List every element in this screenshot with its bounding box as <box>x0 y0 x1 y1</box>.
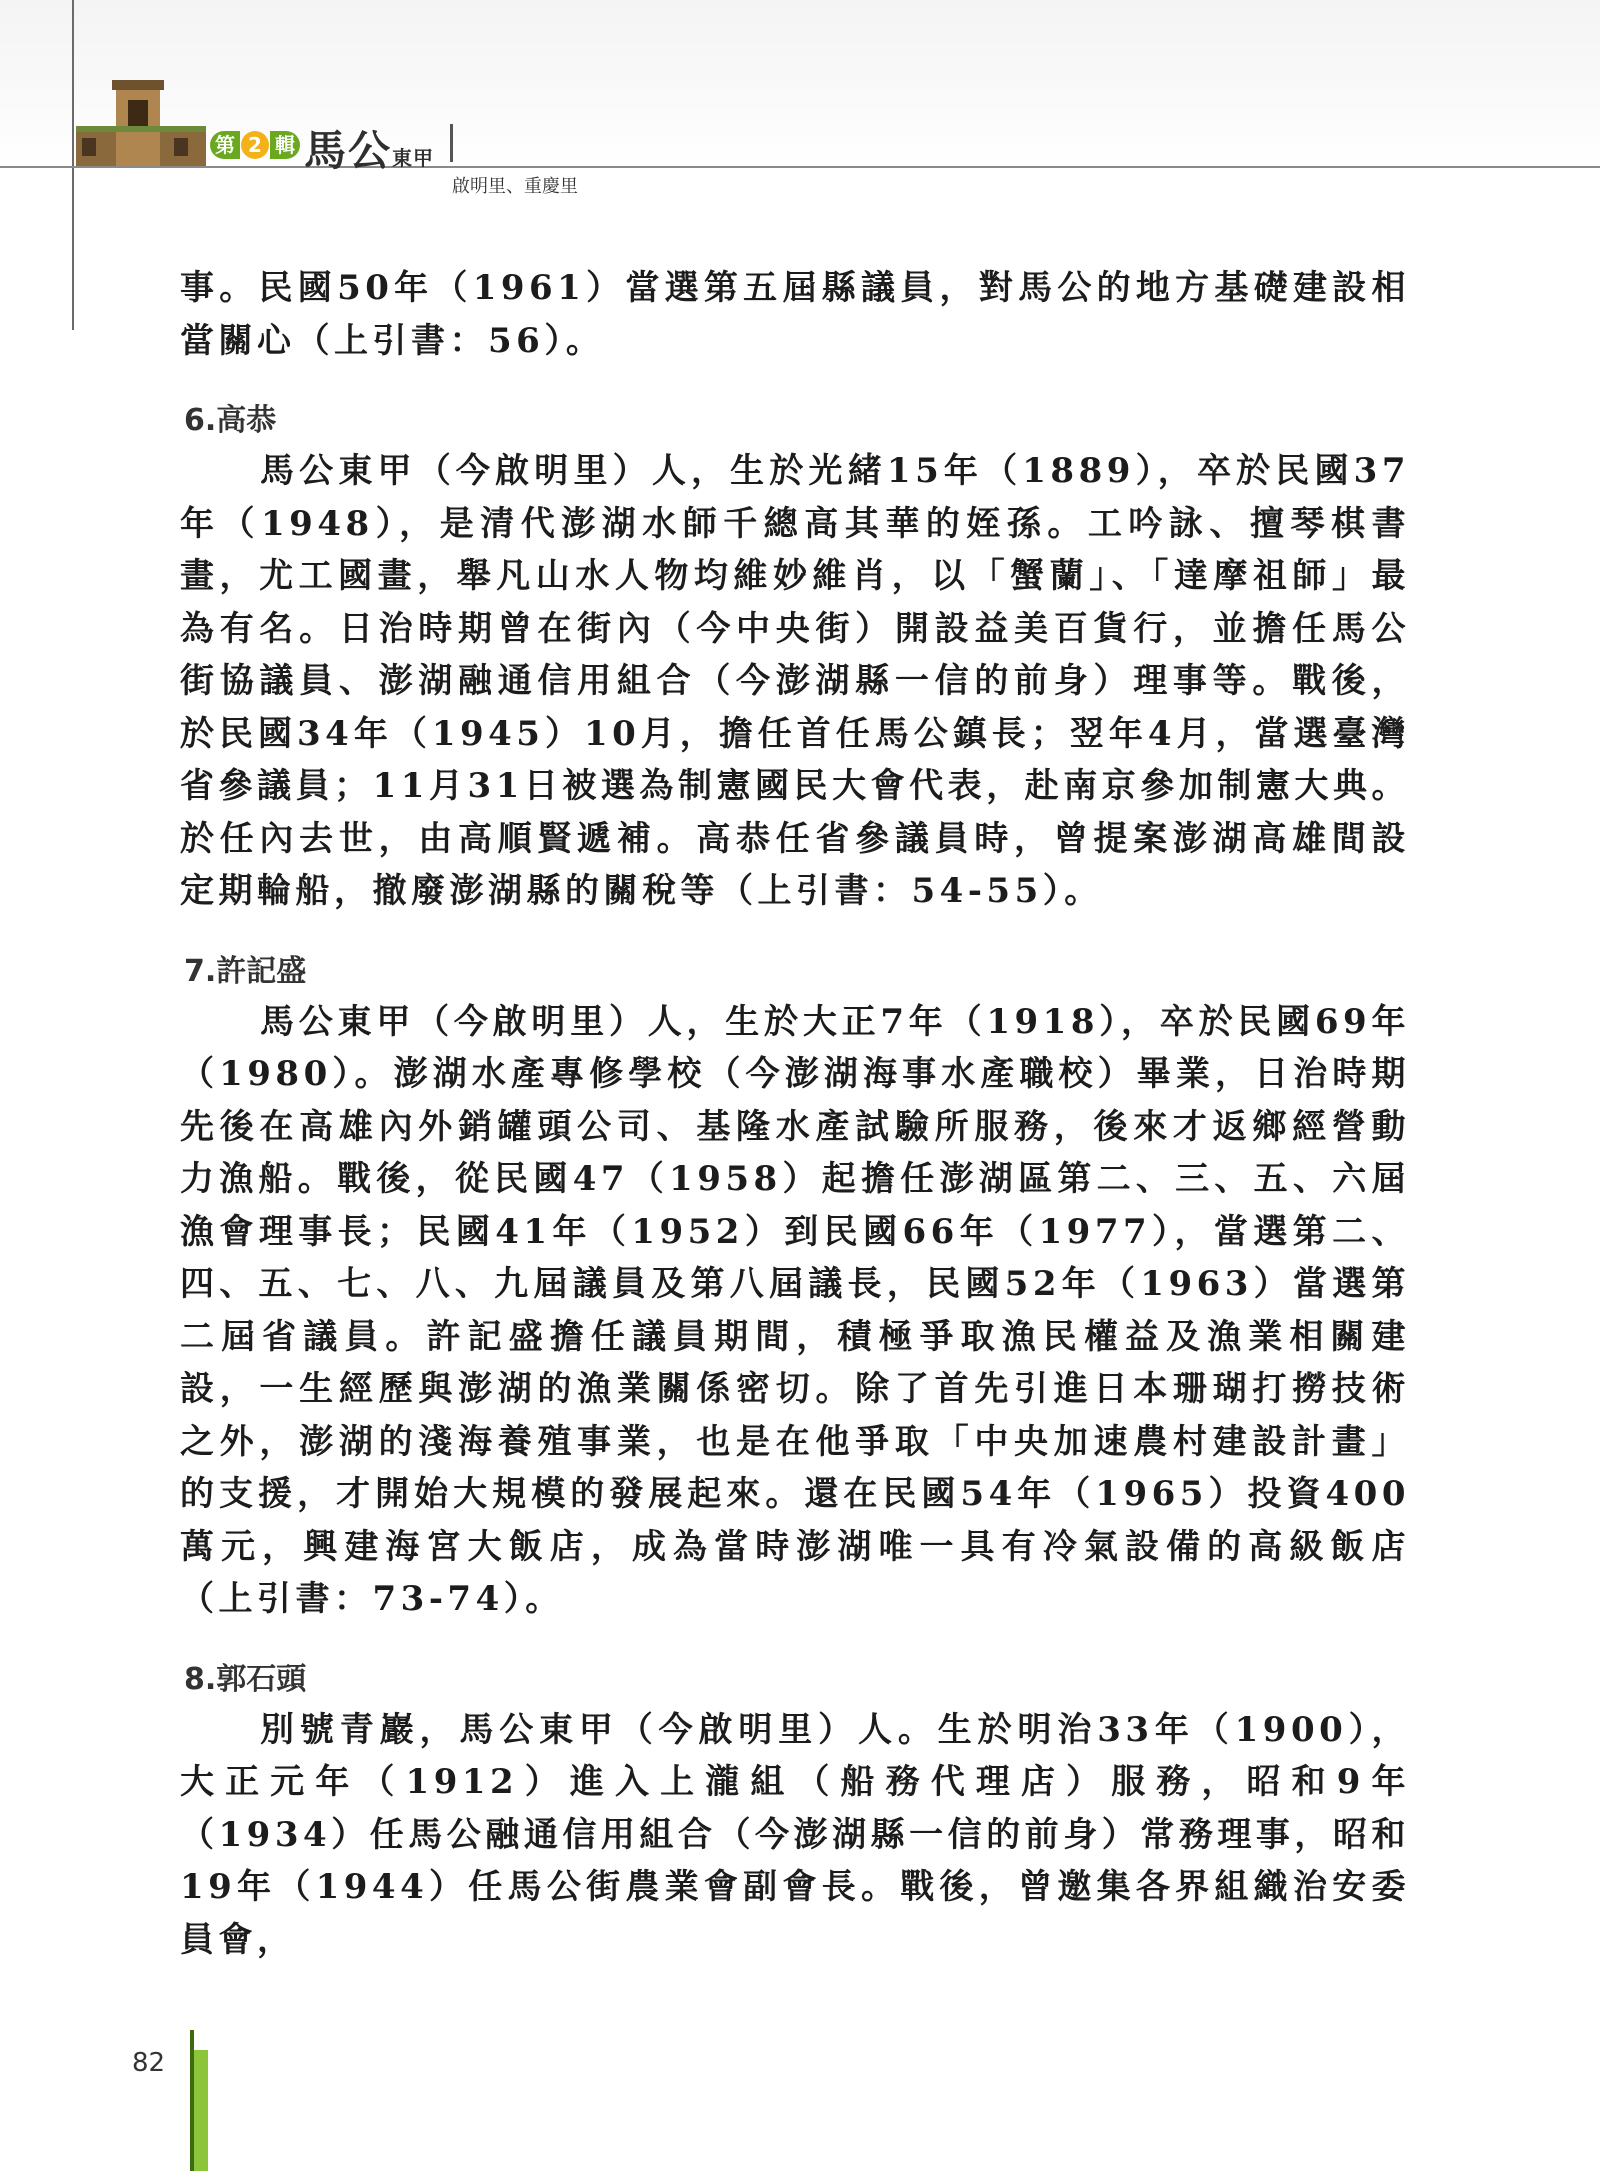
intro-paragraph: 事。民國50年（1961）當選第五屆縣議員，對馬公的地方基礎建設相當關心（上引書：56）。 <box>180 268 1410 361</box>
chapter-subtitle: 啟明里、重慶里 <box>452 176 578 197</box>
section-paragraph: 馬公東甲（今啟明里）人，生於大正7年（1918），卒於民國69年（1980）。澎湖水產專修學校（今澎湖海事水產職校）畢業，日治時期先後在高雄內外銷罐頭公司、基隆水產試驗所服務，後來才返鄉經營動力漁船。戰後，從民國47（1958）起擔任澎湖區第二、三、五、六屆漁會理事長；民國41年（1952）到民國66年（1977），當選第二、四、五、七、八、九屆議員及第八屆議長，民國52年（1963）當選第二屆省議員。許記盛擔任議員期間，積極爭取漁民權益及漁業相關建設，一生經歷與澎湖的漁業關係密切。除了首先引進日本珊瑚打撈技術之外，澎湖的淺海養殖事業，也是在他爭取「中央加速農村建設計畫」的支援，才開始大規模的發展起來。還在民國54年（1965）投資400萬元，興建海宮大飯店，成為當時澎湖唯一具有冷氣設備的高級飯店（上引書：73-74）。 <box>180 1001 1410 1619</box>
section-heading: 7.許記盛 <box>184 953 307 989</box>
chapter-badge-left: 第 <box>210 131 240 159</box>
page-number: 82 <box>132 2048 166 2078</box>
chapter-badge-right: 輯 <box>270 131 300 159</box>
header-horizontal-rule <box>0 166 1600 168</box>
section-heading: 6.高恭 <box>184 403 277 438</box>
section-heading: 8.郭石頭 <box>184 1661 307 1697</box>
footer-accent-bar <box>194 2050 208 2171</box>
chapter-title-main: 馬公 <box>304 126 393 175</box>
chapter-title-small: 東甲 <box>392 146 435 170</box>
chapter-badge <box>210 130 300 160</box>
page-body <box>180 262 1410 1966</box>
building-photo <box>76 78 206 166</box>
section-paragraph: 別號青巖，馬公東甲（今啟明里）人。生於明治33年（1900），大正元年（1912）進入上瀧組（船務代理店）服務，昭和9年（1934）任馬公融通信用組合（今澎湖縣一信的前身）常務理事，昭和19年（1944）任馬公街農業會副會長。戰後，曾邀集各界組織治安委員會， <box>180 1709 1410 1960</box>
chapter-title <box>304 118 434 178</box>
chapter-title-rule <box>450 124 453 162</box>
chapter-badge-number: 2 <box>241 131 269 159</box>
header-vertical-rule <box>72 0 74 330</box>
section-paragraph: 馬公東甲（今啟明里）人，生於光緒15年（1889），卒於民國37年（1948），是清代澎湖水師千總高其華的姪孫。工吟詠、擅琴棋書畫，尤工國畫，舉凡山水人物均維妙維肖，以「蟹蘭」、「達摩祖師」最為有名。日治時期曾在街內（今中央街）開設益美百貨行，並擔任馬公街協議員、澎湖融通信用組合（今澎湖縣一信的前身）理事等。戰後，於民國34年（1945）10月，擔任首任馬公鎮長；翌年4月，當選臺灣省參議員；11月31日被選為制憲國民大會代表，赴南京參加制憲大典。於任內去世，由高順賢遞補。高恭任省參議員時，曾提案澎湖高雄間設定期輪船，撤廢澎湖縣的關稅等（上引書：54-55）。 <box>180 451 1410 911</box>
